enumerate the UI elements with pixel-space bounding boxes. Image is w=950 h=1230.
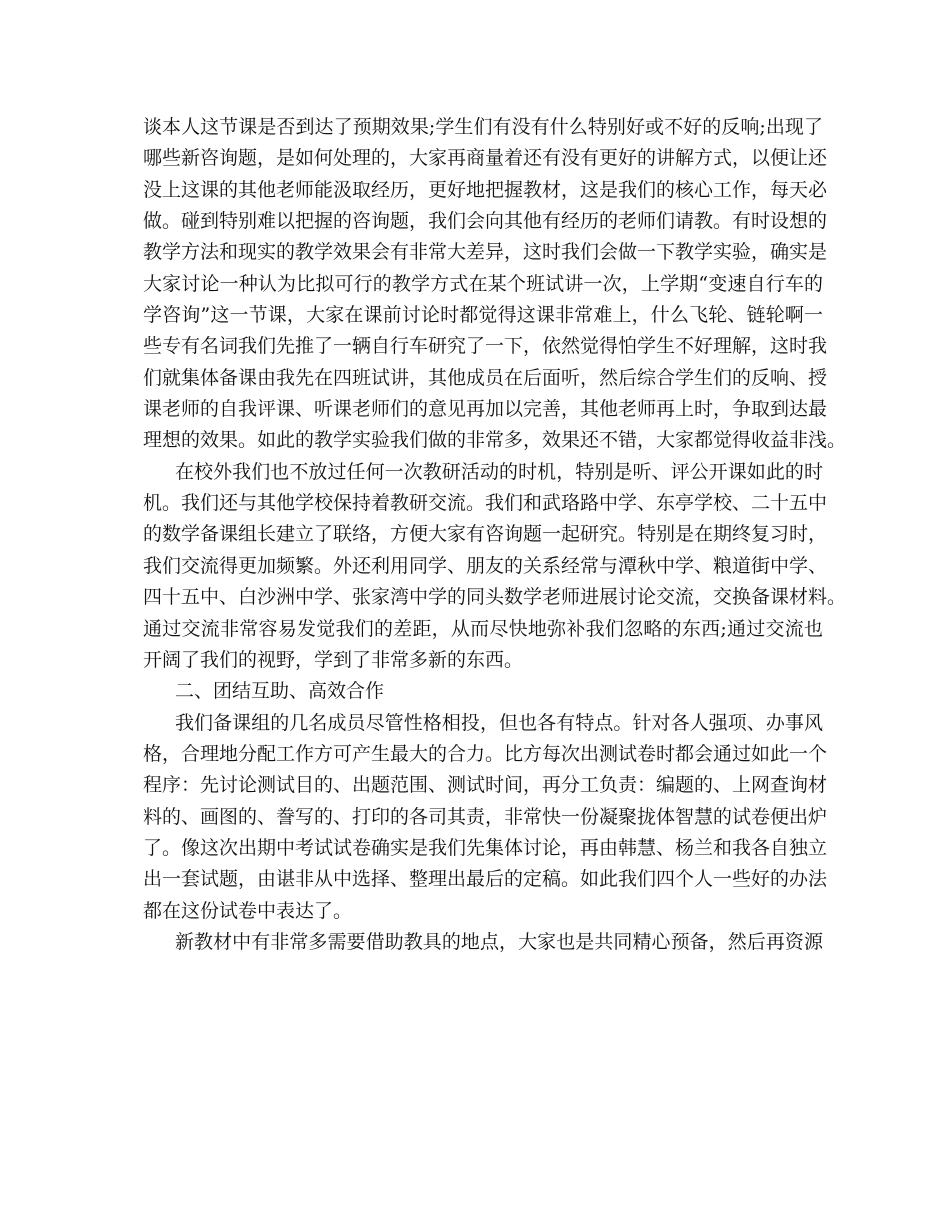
text-line: 大家讨论一种认为比拟可行的教学方式在某个班试讲一次，上学期“变速自行车的 <box>143 272 823 295</box>
text-line: 教学方法和现实的教学效果会有非常大差异，这时我们会做一下教学实验，确实是 <box>143 241 828 264</box>
text-line: 理想的效果。如此的教学实验我们做的非常多，效果还不错，大家都觉得收益非浅。 <box>143 429 847 452</box>
text-line: 开阔了我们的视野，学到了非常多新的东西。 <box>143 648 524 671</box>
text-line: 格，合理地分配工作方可产生最大的合力。比方每次出测试卷时都会通过如此一个 <box>143 742 828 765</box>
text-line: 二、团结互助、高效合作 <box>175 680 385 703</box>
text-line: 课老师的自我评课、听课老师们的意见再加以完善，其他老师再上时，争取到达最 <box>143 398 828 421</box>
text-line: 些专有名词我们先推了一辆自行车研究了一下，依然觉得怕学生不好理解，这时我 <box>143 335 828 358</box>
text-line: 做。碰到特别难以把握的咨询题，我们会向其他有经历的老师们请教。有时设想的 <box>143 210 828 233</box>
text-line: 谈本人这节课是否到达了预期效果;学生们有没有什么特别好或不好的反响;出现了 <box>143 116 823 138</box>
text-line: 都在这份试卷中表达了。 <box>143 899 353 922</box>
text-line: 料的、画图的、誊写的、打印的各司其责，非常快一份凝聚拢体智慧的试卷便出炉 <box>143 805 828 828</box>
text-line: 我们交流得更加频繁。外还利用同学、朋友的关系经常与潭秋中学、粮道街中学、 <box>143 554 828 577</box>
text-line: 新教材中有非常多需要借助教具的地点，大家也是共同精心预备，然后再资源 <box>175 930 823 953</box>
text-line: 四十五中、白沙洲中学、张家湾中学的同头数学老师进展讨论交流，交换备课材料。 <box>143 586 847 609</box>
text-line: 程序：先讨论测试目的、出题范围、测试时间，再分工负责：编题的、上网查询材 <box>143 774 828 797</box>
text-line: 哪些新咨询题，是如何处理的，大家再商量着还有没有更好的讲解方式，以便让还 <box>143 147 828 170</box>
text-line: 的数学备课组长建立了联络，方便大家有咨询题一起研究。特别是在期终复习时， <box>143 523 828 546</box>
text-line: 在校外我们也不放过任何一次教研活动的时机，特别是听、评公开课如此的时 <box>175 460 823 483</box>
text-line: 出一套试题，由谌非从中选择、整理出最后的定稿。如此我们四个人一些好的办法 <box>143 868 828 891</box>
text-line: 们就集体备课由我先在四班试讲，其他成员在后面听，然后综合学生们的反响、授 <box>143 366 828 389</box>
text-line: 机。我们还与其他学校保持着教研交流。我们和武珞路中学、东亭学校、二十五中 <box>143 492 828 515</box>
document-body <box>143 112 847 958</box>
text-line: 没上这课的其他老师能汲取经历，更好地把握教材，这是我们的核心工作，每天必 <box>143 178 828 201</box>
text-line: 通过交流非常容易发觉我们的差距，从而尽快地弥补我们忽略的东西;通过交流也 <box>143 617 823 640</box>
text-line: 学咨询”这一节课，大家在课前讨论时都觉得这课非常难上，什么飞轮、链轮啊一 <box>143 304 823 327</box>
text-line: 我们备课组的几名成员尽管性格相投，但也各有特点。针对各人强项、办事风 <box>175 711 823 734</box>
text-line: 了。像这次出期中考试试卷确实是我们先集体讨论，再由韩慧、杨兰和我各自独立 <box>143 836 828 859</box>
